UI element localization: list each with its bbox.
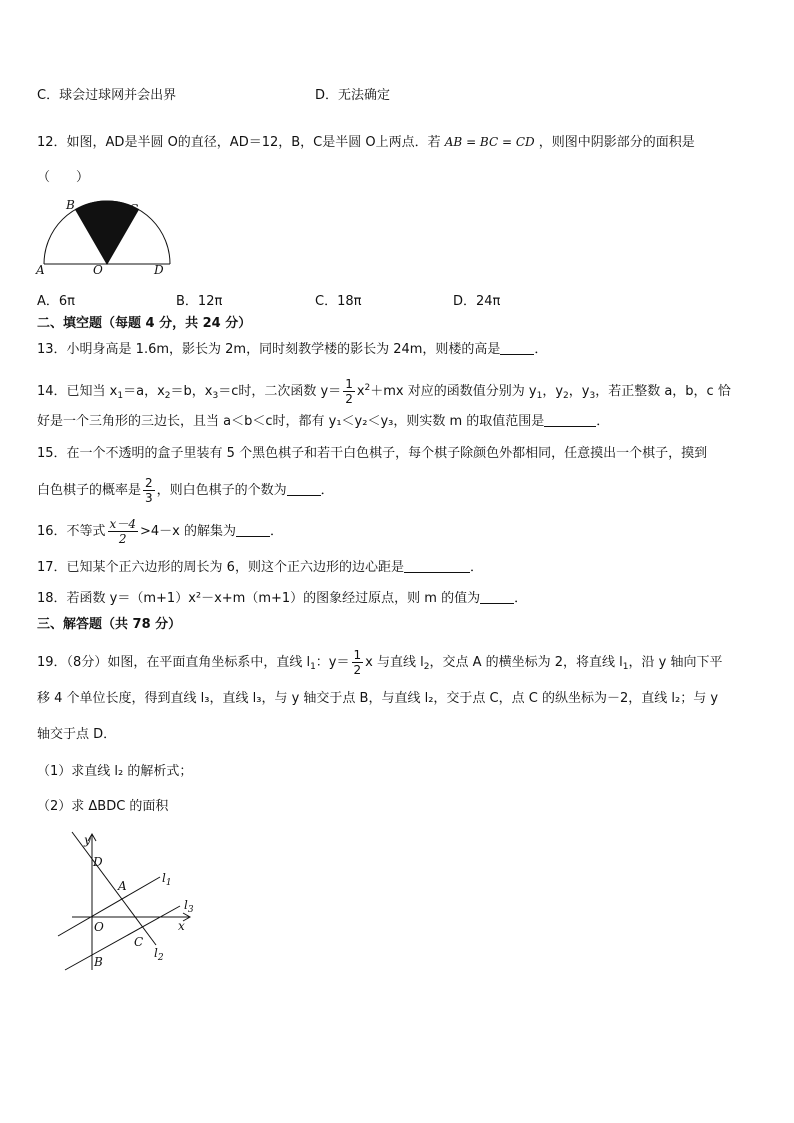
q14-part: ＝b，x [170, 384, 213, 399]
label-l2-subscript: 2 [157, 953, 164, 963]
fraction-denominator: 3 [145, 491, 153, 505]
fraction-numerator: 2 [145, 476, 153, 490]
q19-part: x 与直线 l [365, 655, 424, 670]
answer-blank [287, 483, 321, 496]
fraction [343, 377, 355, 406]
answer-blank [480, 591, 514, 604]
coordinate-figure [50, 830, 210, 975]
q14-part: ，y [568, 384, 590, 399]
label-l3-letter: l [184, 898, 188, 912]
q14-part: ＋mx 对应的函数值分别为 y [370, 384, 537, 399]
q16-part: 16．不等式 [37, 524, 106, 539]
label-b: B [66, 198, 75, 212]
semicircle-figure [34, 196, 194, 278]
fraction-numerator: 1 [353, 648, 362, 662]
q12-choice-d: D．24π [453, 294, 501, 309]
question-19: 19．（8分）如图，在平面直角坐标系中，直线 $l_1$：y＝ $\frac{1}{2}$ x 与直线 $l_2$，交点 A 的横坐标为 2，将直线 $l_1$，沿 y 轴向下平 [37, 648, 723, 677]
label-d: D [154, 263, 164, 277]
q16-end: ． [269, 524, 283, 539]
q12-choice-c: C．18π [315, 294, 362, 309]
q14-part: ，y [542, 384, 564, 399]
label-l1-letter: l [162, 871, 166, 885]
label-l1-subscript: 1 [165, 878, 172, 888]
q14-end: ． [596, 414, 610, 429]
label-a: A [36, 263, 45, 277]
q17-text: 17．已知某个正六边形的周长为 6，则这个正六边形的边心距是 [37, 560, 404, 575]
answer-blank [500, 342, 534, 355]
label-l2 [154, 946, 164, 963]
question-18 [37, 591, 527, 607]
question-14: 14．已知当 $x_1=a$，$x_2=b$，$x_3=c$时，二次函数 y＝ $\frac{1}{2}$ $x^2+mx$ 对应的函数值分别为 $y_1$，$y_2$，$y_3$，若正整数 a，b，c 恰 [37, 377, 731, 406]
q12-choice-b: B．12π [176, 294, 223, 309]
label-c: C [134, 935, 144, 949]
q14-part: 14．已知当 x [37, 384, 118, 399]
line-l1 [58, 877, 160, 936]
label-x: x [178, 919, 185, 933]
q15-part: 白色棋子的概率是 [37, 483, 142, 498]
fraction [108, 517, 138, 546]
label-y: y [84, 833, 91, 847]
section3-title: 三、解答题（共 78 分） [37, 617, 182, 632]
question-19-sub2: （2）求 ΔBDC 的面积 [37, 799, 169, 814]
answer-blank [544, 414, 596, 427]
label-l1 [162, 871, 172, 888]
label-l2-letter: l [154, 946, 158, 960]
q16-part: >4－x 的解集为 [139, 524, 236, 539]
q19-part: ：y＝ [315, 655, 350, 670]
q18-end: ． [514, 591, 528, 606]
question-12 [37, 134, 695, 151]
q14-part: x [356, 384, 365, 399]
fraction-denominator: 2 [118, 532, 127, 546]
fraction [143, 476, 155, 505]
q14-part: ，若正整数 a，b，c 恰 [595, 384, 731, 399]
q12-paren: （ ） [37, 170, 90, 185]
label-l3 [184, 898, 194, 915]
question-16 [37, 517, 283, 546]
q13-text: 13．小明身高是 1.6m，影长为 2m，同时刻教学楼的影长为 24m，则楼的高是 [37, 342, 501, 357]
fraction-numerator: 1 [345, 377, 353, 391]
q13-end: ． [534, 342, 548, 357]
label-b: B [94, 955, 103, 969]
label-l3-subscript: 3 [187, 905, 194, 915]
label-o: O [93, 263, 103, 277]
question-13 [37, 342, 547, 358]
fraction-denominator: 2 [345, 392, 353, 406]
q12-text: 12．如图，AD是半圆 O的直径，AD＝12，B，C是半圆 O上两点．若 [37, 135, 441, 150]
label-c: C [129, 202, 139, 216]
line-l2 [72, 832, 156, 945]
answer-blank [236, 524, 270, 537]
question-19-sub1: （1）求直线 l₂ 的解析式； [37, 764, 193, 779]
question-15-line2 [37, 476, 334, 505]
q12-text-after: ，则图中阴影部分的面积是 [538, 135, 695, 150]
question-19-line2: 移 4 个单位长度，得到直线 l₃，直线 l₃，与 y 轴交于点 B，与直线 l₂，交于点 C，点 C 的纵坐标为－2，直线 l₂；与 y [37, 691, 719, 706]
choice-d: D．无法确定 [315, 88, 391, 103]
question-14-line2 [37, 414, 609, 430]
q15-part: ，则白色棋子的个数为 [156, 483, 287, 498]
q19-part: 19．（8分）如图，在平面直角坐标系中，直线 l [37, 655, 311, 670]
q19-part: ，交点 A 的横坐标为 2，将直线 l [429, 655, 623, 670]
q15-end: ． [320, 483, 334, 498]
q19-part: ，沿 y 轴向下平 [628, 655, 723, 670]
label-a: A [118, 879, 127, 893]
fraction-numerator: x－4 [109, 517, 136, 531]
q17-end: ． [469, 560, 483, 575]
section2-title: 二、填空题（每题 4 分，共 24 分） [37, 316, 252, 331]
label-d: D [93, 855, 103, 869]
fraction-denominator: 2 [353, 663, 362, 677]
q18-text: 18．若函数 y＝（m+1）x²－x+m（m+1）的图象经过原点，则 m 的值为 [37, 591, 481, 606]
choice-c: C．球会过球网并会出界 [37, 88, 177, 103]
q14-part: ＝c时，二次函数 y＝ [218, 384, 342, 399]
fraction [352, 648, 364, 677]
answer-blank [404, 560, 470, 573]
question-19-line3: 轴交于点 D． [37, 727, 117, 742]
q14-part: ＝a，x [123, 384, 165, 399]
q14-line2-text: 好是一个三角形的三边长，且当 a＜b＜c时，都有 y₁＜y₂＜y₃，则实数 m 的取值范围是 [37, 414, 545, 429]
question-17 [37, 560, 483, 576]
label-o: O [94, 920, 104, 934]
q12-choice-a: A．6π [37, 294, 75, 309]
arc-condition: AB = BC = CD [444, 135, 535, 149]
question-15: 15．在一个不透明的盒子里装有 5 个黑色棋子和若干白色棋子，每个棋子除颜色外都相同，任意摸出一个棋子，摸到 [37, 446, 708, 461]
